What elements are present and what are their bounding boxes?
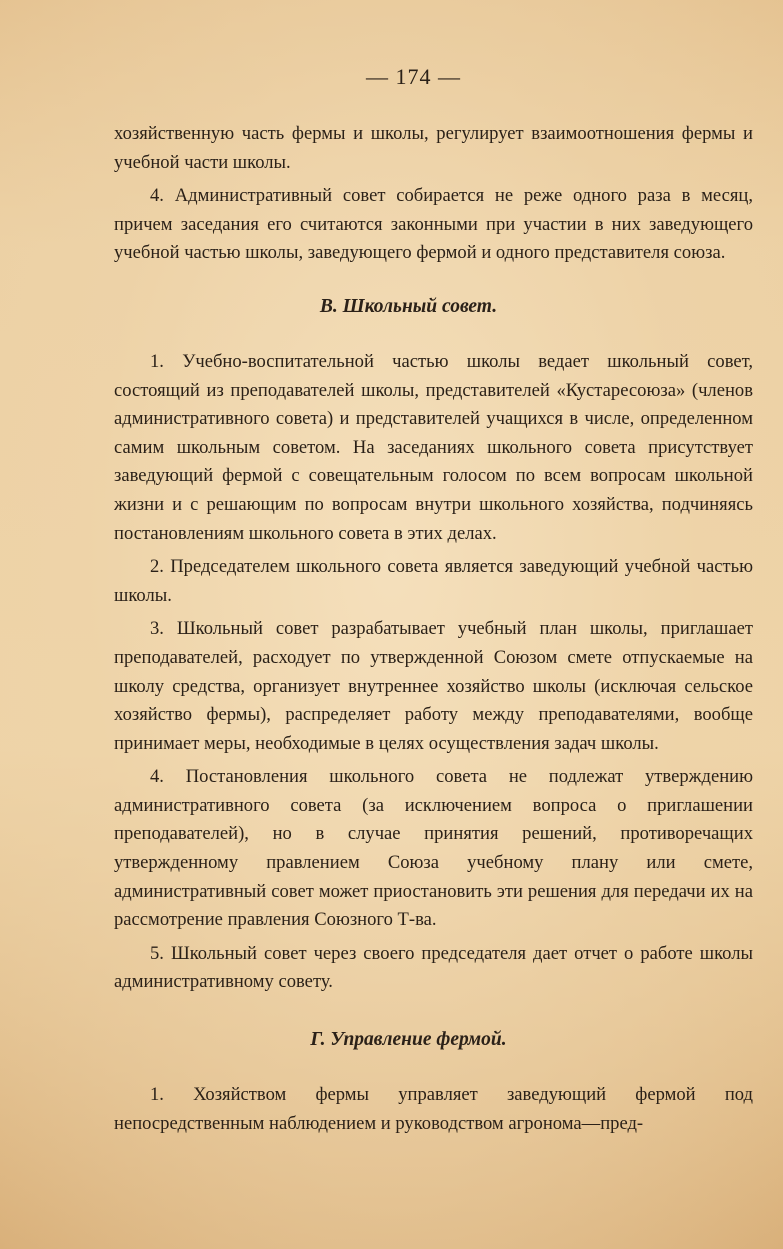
paragraph-school-council-3: 3. Школьный совет разрабатывает учебный план школы, приглашает преподавателей, расходует по утвержденной Союзом смете отпускаемые на школу средства, организует внутреннее хозяйство школы (исключая сельское хозяйство фермы), распределяет работу между преподавателями, вообще принимает меры, необходимые в целях осуществления задач школы. [114, 618, 753, 754]
page-number: — 174 — [366, 64, 461, 89]
paragraph-admin-council-4: 4. Административный совет собирается не реже одного раза в месяц, причем заседания его считаются законными при участии в них заведующего учебной частью школы, заведующего фермой и одного представителя союза. [114, 185, 753, 264]
paragraph-school-council-2: 2. Председателем школьного совета является заведующий учебной частью школы. [114, 556, 753, 606]
paragraph-school-council-1: 1. Учебно-воспитательной частью школы ведает школьный совет, состоящий из преподавателей школы, представителей «Кустаресоюза» (членов административного совета) и представителей учащихся в числе, определенном самим школьным советом. На заседаниях школьного совета присутствует заведующий фермой с совещательным голосом по всем вопросам школьной жизни и с решающим по вопросам внутри школьного хозяйства, подчиняясь постановлениям школьного совета в этих делах. [114, 350, 753, 544]
section-title-school-council: В. Школьный совет. [319, 295, 498, 317]
paragraph-farm-management-1: 1. Хозяйством фермы управляет заведующий фермой под непосредственным наблюдением и руководством агронома—пред- [114, 1084, 753, 1134]
paragraph-continuation: хозяйственную часть фермы и школы, регулирует взаимоотношения фермы и учебной части школы. [114, 123, 753, 173]
section-title-farm-management: Г. Управление фермой. [310, 1029, 507, 1051]
paragraph-school-council-5: 5. Школьный совет через своего председателя дает отчет о работе школы административному совету. [114, 942, 753, 993]
paragraph-school-council-4: 4. Постановления школьного совета не подлежат утверждению административного совета (за исключением вопроса о приглашении преподавателей), но в случае принятия решений, противоречащих утвержденному правлением Союза учебному плану или смете, административный совет может приостановить эти решения для передачи их на рассмотрение правления Союзного Т-ва. [114, 766, 753, 931]
